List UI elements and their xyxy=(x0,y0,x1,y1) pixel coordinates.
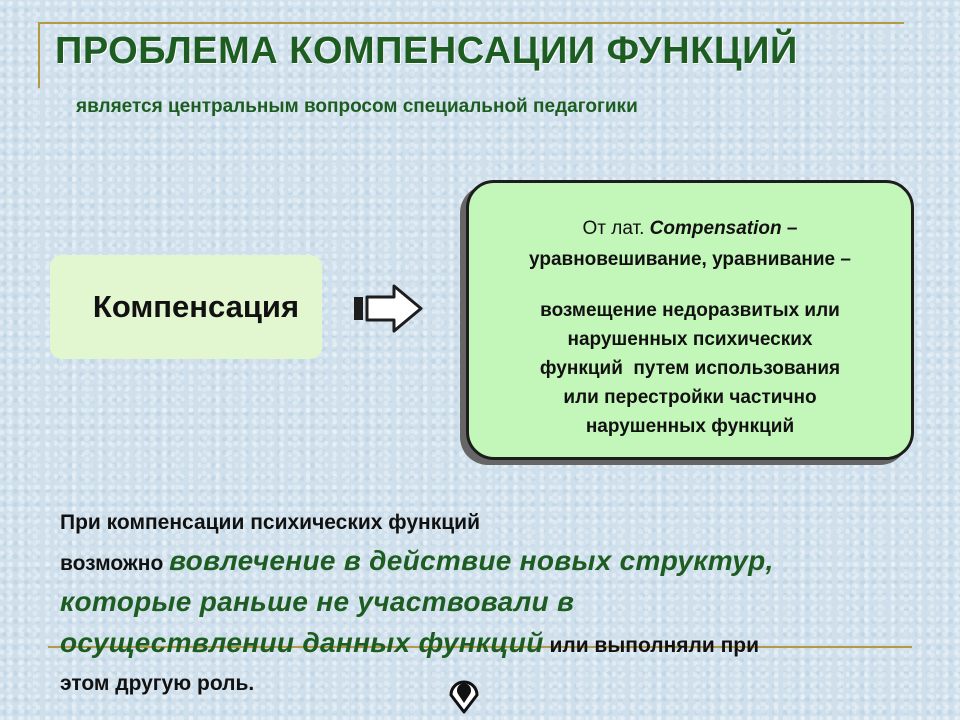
meaning-line: нарушенных функций xyxy=(585,416,795,437)
bottom-line-3 xyxy=(60,583,880,624)
meaning-line: возмещение недоразвитых или xyxy=(540,300,840,321)
bottom-highlight-3: осуществлении данных функций xyxy=(60,627,544,658)
meaning-line: нарушенных психических xyxy=(567,329,813,350)
origin-prefix: От лат. xyxy=(582,218,645,239)
definition-meaning xyxy=(469,296,911,441)
meaning-line: функций путем использования xyxy=(539,358,841,379)
origin-word: Compensation xyxy=(649,218,782,239)
definition-origin xyxy=(469,213,911,275)
bottom-line-1: При компенсации психических функций xyxy=(60,511,480,534)
left-vertical-line xyxy=(38,22,40,88)
bottom-highlight-2: которые раньше не участвовали в xyxy=(60,586,575,617)
origin-dash: – xyxy=(786,218,798,239)
bottom-highlight-1: вовлечение в действие новых структур, xyxy=(169,545,774,576)
right-arrow-icon xyxy=(352,283,424,335)
bottom-prefix: возможно xyxy=(60,552,164,575)
page-subtitle: является центральным вопросом специальной педагогики xyxy=(76,96,638,117)
bottom-line-4 xyxy=(60,624,880,665)
top-divider-line xyxy=(38,22,904,24)
meaning-line: или перестройки частично xyxy=(563,387,817,408)
origin-meaning: уравновешивание, уравнивание – xyxy=(529,249,851,270)
return-icon[interactable] xyxy=(445,672,483,716)
bottom-line-2 xyxy=(60,542,880,583)
term-box xyxy=(50,255,322,359)
page-title: ПРОБЛЕМА КОМПЕНСАЦИИ ФУНКЦИЙ xyxy=(55,30,798,72)
definition-box xyxy=(466,180,914,460)
bottom-line-5: этом другую роль. xyxy=(60,672,255,695)
term-label: Компенсация xyxy=(92,289,300,324)
bottom-suffix-1: или выполняли при xyxy=(549,634,760,657)
